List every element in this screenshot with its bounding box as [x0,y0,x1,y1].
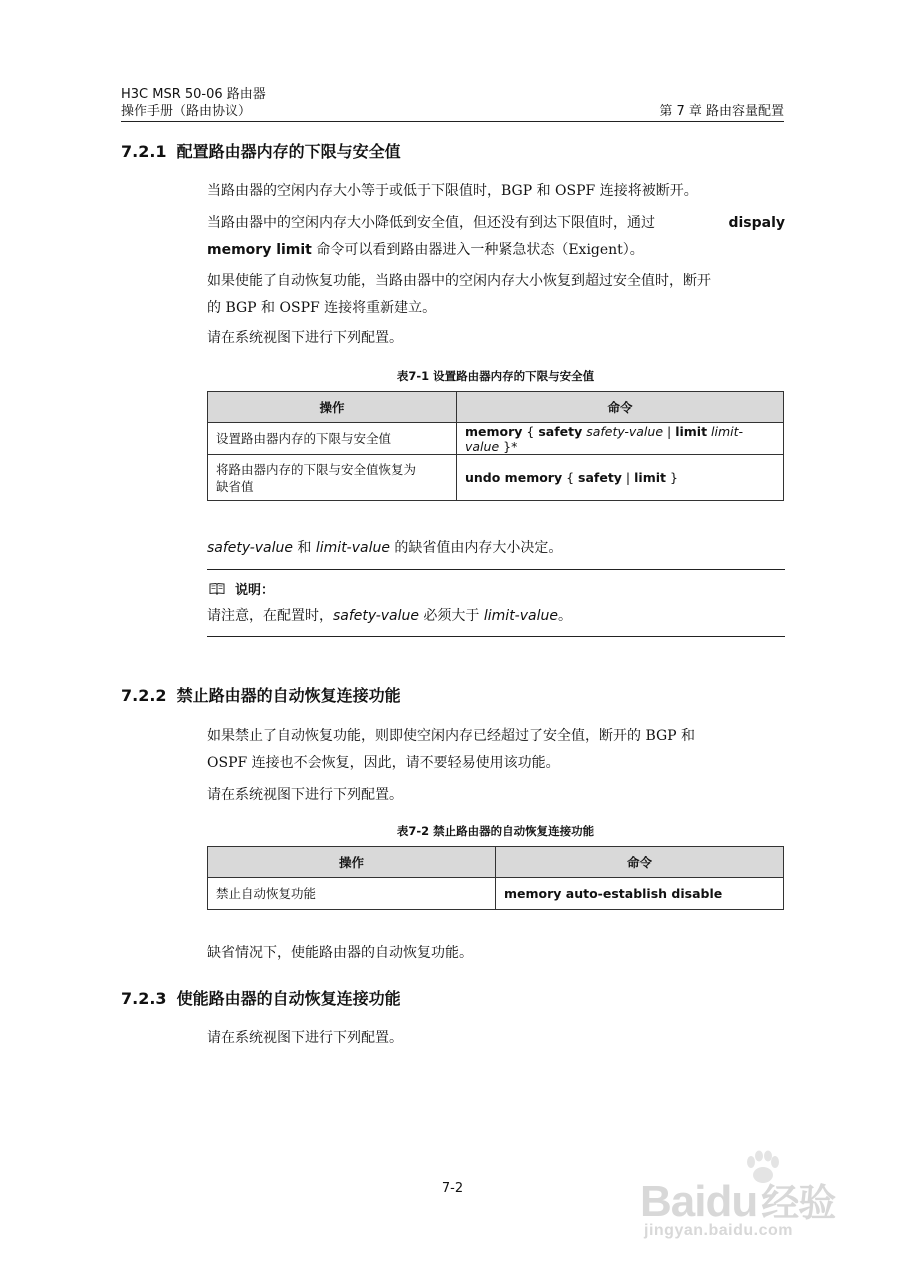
section-heading-7-2-3 [121,988,401,1010]
watermark-brand [640,1172,835,1227]
paragraph: 请在系统视图下进行下列配置。 [207,330,403,346]
section-number: 7.2.2 [121,686,167,705]
paragraph-text: 和 [292,540,316,556]
paragraph-line: 如果禁止了自动恢复功能，则即使空闲内存已经超过了安全值，断开的 BGP 和 [207,728,696,744]
baidu-watermark [640,1150,850,1240]
argument-name: safety-value [207,540,293,556]
column-header-operation: 操作 [208,392,457,423]
table-row [208,455,784,501]
header-chapter: 第 7 章 路由容量配置 [659,104,784,119]
note-text: 必须大于 [418,608,484,624]
paragraph [207,723,785,777]
cell-line: 缺省值 [216,478,254,494]
paragraph [207,268,785,322]
cmd-keyword: memory [465,423,523,439]
section-number: 7.2.3 [121,989,167,1008]
paragraph: 当路由器的空闲内存大小等于或低于下限值时，BGP 和 OSPF 连接将被断开。 [207,183,698,199]
cmd-keyword: undo memory [465,470,563,485]
note-text: 请注意，在配置时， [207,608,333,624]
cmd-brace: { [522,423,539,439]
paragraph-text: 当路由器中的空闲内存大小降低到安全值，但还没有到达下限值时，通过 [207,215,655,231]
cmd-separator: | [621,470,635,485]
table-cell-command [457,455,784,501]
note-bottom-rule [207,636,785,637]
section-heading-7-2-1 [121,141,401,163]
paragraph-text: 命令可以看到路由器进入一种紧急状态（Exigent）。 [316,242,644,258]
watermark-url: jingyan.baidu.com [644,1222,793,1239]
section-heading-7-2-2 [121,685,401,707]
cmd-keyword: safety [578,470,622,485]
watermark-text: 经验 [761,1183,836,1225]
section-title: 禁止路由器的自动恢复连接功能 [176,686,401,705]
table-cell-operation: 设置路由器内存的下限与安全值 [208,423,457,455]
watermark-text: du [705,1177,758,1226]
paragraph [207,210,785,264]
column-header-command: 命令 [496,847,784,878]
header-product: H3C MSR 50-06 路由器 [121,87,266,102]
header-rule [121,121,784,122]
argument-name: safety-value [333,608,419,624]
section-title: 配置路由器内存的下限与安全值 [176,142,401,161]
cmd-keyword: safety [538,423,583,439]
table-cell-command [457,423,784,455]
table-auto-establish [207,846,784,910]
argument-name: limit-value [483,608,558,624]
note-top-rule [207,569,785,570]
command-keyword: dispaly [728,215,785,231]
table-cell-command: memory auto-establish disable [496,878,784,910]
table-cell-operation: 禁止自动恢复功能 [208,878,496,910]
note-title: 说明： [235,583,275,598]
cmd-brace: { [562,470,579,485]
note-text: 。 [557,608,572,624]
cmd-keyword: limit [675,423,708,439]
column-header-operation: 操作 [208,847,496,878]
cell-line: 将路由器内存的下限与安全值恢复为 [216,461,417,477]
paragraph-line: 如果使能了自动恢复功能，当路由器中的空闲内存大小恢复到超过安全值时，断开 [207,273,711,289]
page-number: 7-2 [441,1181,464,1196]
cmd-brace: }* [499,438,518,454]
paragraph: 缺省情况下，使能路由器的自动恢复功能。 [207,945,473,961]
column-header-command: 命令 [457,392,784,423]
paragraph-text: 的缺省值由内存大小决定。 [389,540,563,556]
paragraph-line: OSPF 连接也不会恢复，因此，请不要轻易使用该功能。 [207,755,560,771]
section-title: 使能路由器的自动恢复连接功能 [176,989,401,1008]
section-number: 7.2.1 [121,142,167,161]
paragraph: 请在系统视图下进行下列配置。 [207,787,403,803]
table-memory-limit [207,391,784,501]
table-caption: 表7-2 禁止路由器的自动恢复连接功能 [396,824,595,838]
book-icon [209,582,225,595]
cmd-separator: | [663,423,676,439]
argument-name: limit-value [315,540,390,556]
note-header [209,579,274,598]
command-keyword: memory limit [207,242,312,258]
cmd-brace: } [665,470,678,485]
cmd-argument: safety-value [582,423,664,439]
cmd-argument: limit-value [465,423,744,454]
table-cell-operation [208,455,457,501]
paragraph [207,535,785,562]
table-row [208,878,784,910]
paragraph: 请在系统视图下进行下列配置。 [207,1030,403,1046]
header-manual: 操作手册（路由协议） [121,104,252,119]
note-body [207,603,785,630]
cmd-keyword: limit [634,470,666,485]
table-row [208,423,784,455]
paragraph-line: 的 BGP 和 OSPF 连接将重新建立。 [207,300,437,316]
table-caption: 表7-1 设置路由器内存的下限与安全值 [396,369,595,383]
watermark-text: Bai [640,1177,706,1226]
